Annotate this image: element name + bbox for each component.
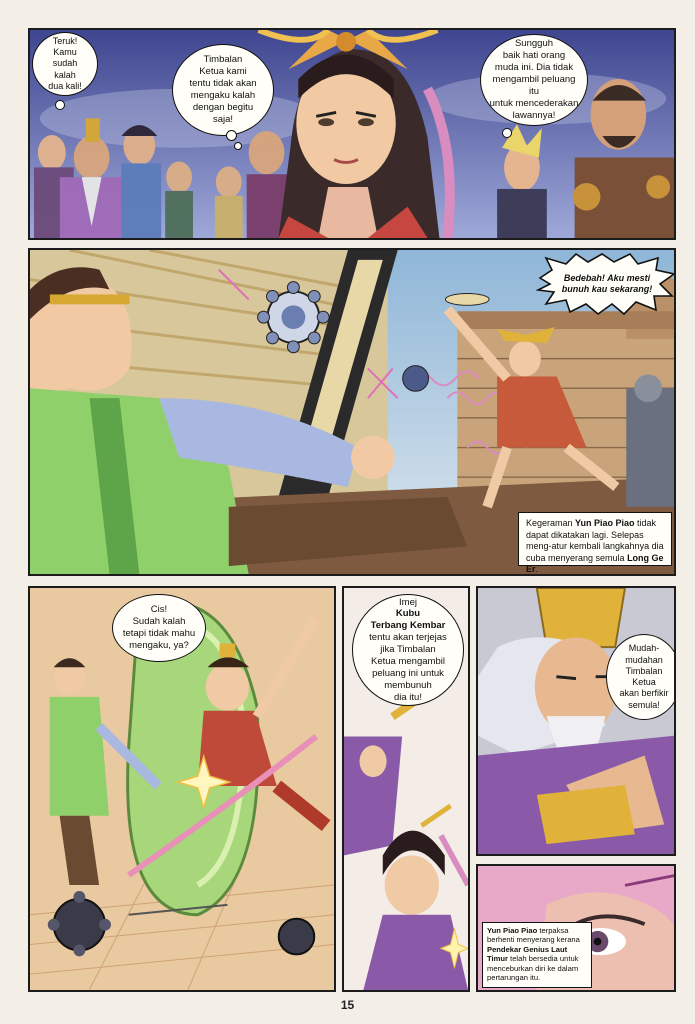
panel-5-art (478, 588, 674, 854)
caption6-body2: telah bersedia untuk menceburkan diri ke dalam pertarungan itu. (487, 954, 579, 983)
imej-kubu: Kubu Terbang Kembar (370, 608, 446, 632)
caption-prefix: Kegeraman (526, 518, 576, 528)
panel-4 (342, 586, 470, 992)
panel-3 (28, 586, 336, 992)
caption-body: tidak dapat dikatakan lagi. Selepas meng-atur kembali langkahnya dia cuba menyerang semula (526, 518, 664, 563)
caption6-name-yun: Yun Piao Piao (487, 926, 538, 935)
speech-bubble-mudah: Mudah- mudahan Timbalan Ketua akan berfikir semula! (606, 634, 676, 720)
caption-name-yun: Yun Piao Piao (575, 518, 635, 528)
thought-dot (234, 142, 242, 150)
panel-1 (28, 28, 676, 240)
caption-yun-berhenti (482, 922, 592, 988)
armored-figure (626, 374, 674, 506)
panel-6 (476, 864, 676, 992)
caption-kegeraman (518, 512, 672, 575)
caption6-body1: terpaksa berhenti menyerang kerana (487, 926, 580, 945)
speech-bubble-sungguh: Sungguh baik hati orang muda ini. Dia tidak mengambil peluang itu untuk mencederakan lawannya! (480, 34, 588, 126)
speech-bubble-teruk: Teruk! Kamu sudah kalah dua kali! (32, 32, 98, 96)
speech-bubble-cis: Cis! Sudah kalah tetapi tidak mahu mengaku, ya? (112, 594, 206, 662)
imej-rest: tentu akan terjejas jika Timbalan Ketua mengambil peluang ini untuk membunuh dia itu! (369, 632, 447, 703)
shout-text-bedebah: Bedebah! Aku mesti bunuh kau sekarang! (561, 272, 653, 294)
panel-5 (476, 586, 676, 856)
thought-dot (55, 100, 65, 110)
page-number: 15 (340, 998, 355, 1012)
speech-bubble-imej (352, 594, 464, 706)
thought-dot (502, 128, 512, 138)
caption-suffix: . (535, 564, 539, 575)
caption-name-long: Long Ge Er (526, 552, 664, 575)
mace-ball (258, 282, 330, 353)
thought-dot (226, 130, 237, 141)
panel-2 (28, 248, 676, 576)
caption6-name-pendekar: Pendekar Genius Laut Timur (487, 944, 568, 964)
speech-bubble-timbalan: Timbalan Ketua kami tentu tidak akan mengaku kalah dengan begitu saja! (172, 44, 274, 136)
imej-intro: Imej (399, 596, 417, 608)
